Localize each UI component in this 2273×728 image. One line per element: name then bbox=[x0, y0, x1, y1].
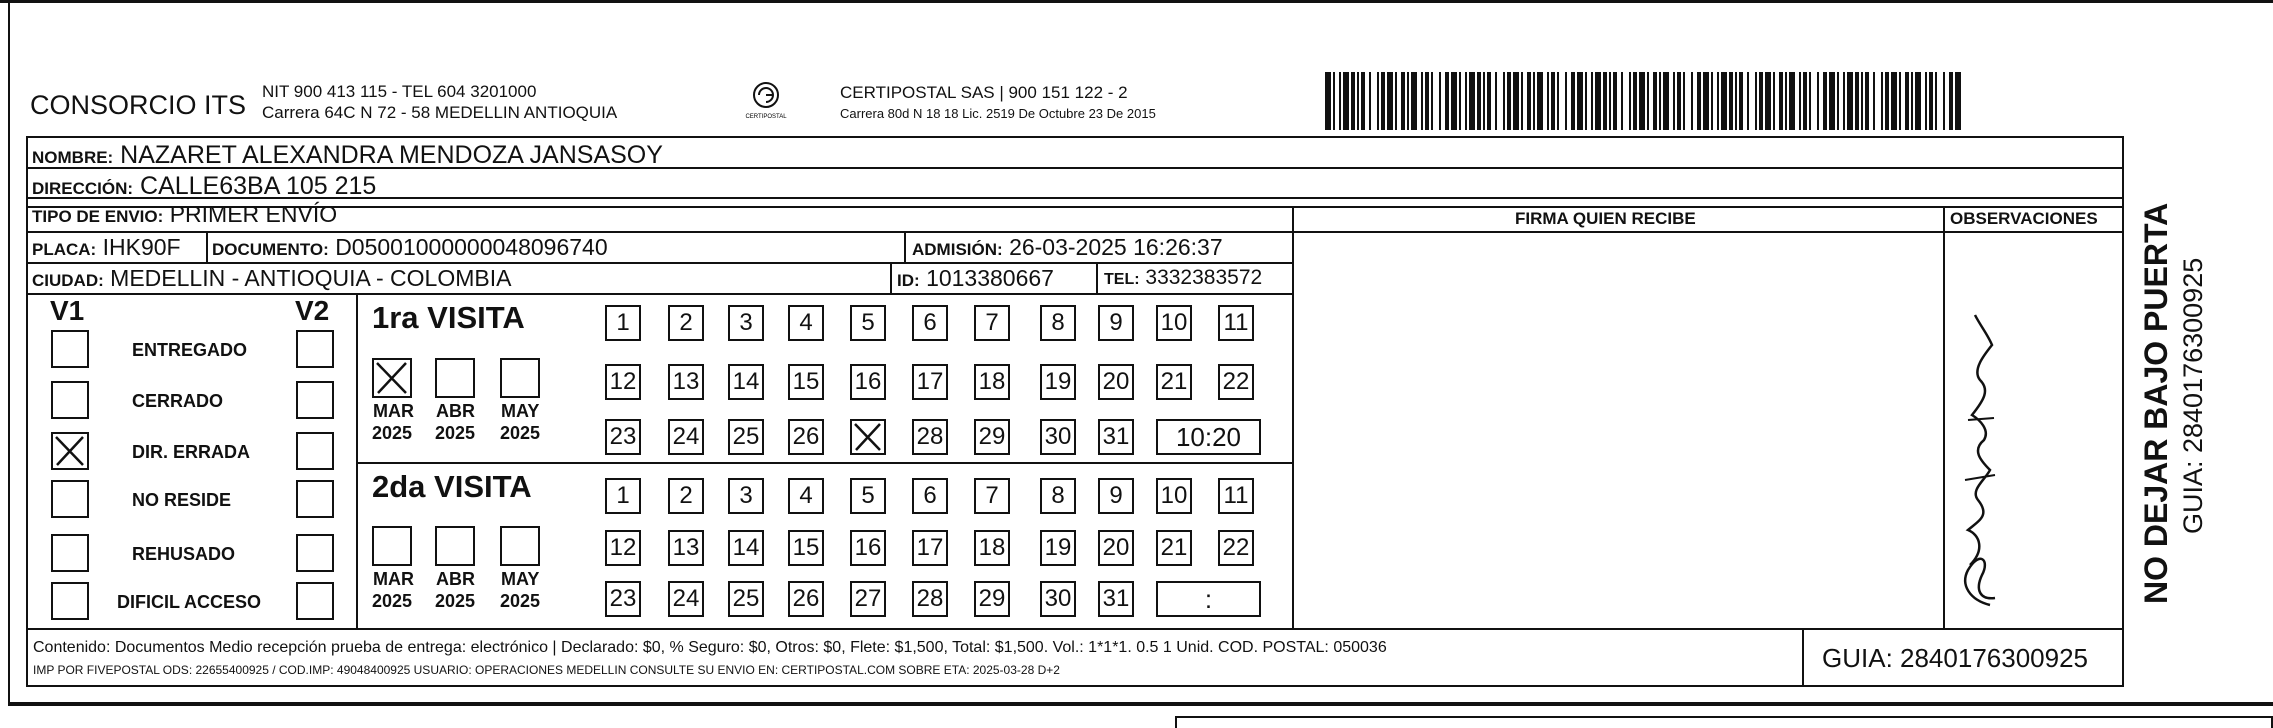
first-day-box[interactable]: 24 bbox=[668, 419, 704, 455]
barcode-bar bbox=[1885, 72, 1889, 130]
second-day-box[interactable]: 29 bbox=[974, 581, 1010, 617]
first-day-box[interactable]: 17 bbox=[912, 364, 948, 400]
first-year-label: 2025 bbox=[500, 423, 541, 443]
admision-field bbox=[912, 236, 1223, 259]
barcode-bar bbox=[1451, 72, 1457, 130]
tel-value: 3332383572 bbox=[1145, 266, 1263, 289]
v1-checkbox[interactable] bbox=[51, 534, 89, 572]
first-day-box[interactable]: 18 bbox=[974, 364, 1010, 400]
status-label: CERRADO bbox=[132, 391, 224, 411]
barcode-bar bbox=[1759, 72, 1763, 130]
direccion-field bbox=[32, 174, 376, 199]
barcode-bar bbox=[1351, 72, 1355, 130]
footer-contents-line: Contenido: Documentos Medio recepción prueba de entrega: electrónico | Declarado: $0, % Seguro: $0, Otros: $0, Flete: $1,500, Total: $1,500. Vol.: 1*1*1. 0.5 1 Unid. COD. POSTAL: 050036 bbox=[33, 639, 1387, 656]
barcode-bar bbox=[1803, 72, 1807, 130]
barcode-bar bbox=[1565, 72, 1567, 130]
barcode-bar bbox=[1647, 72, 1649, 130]
nombre-label: NOMBRE: bbox=[32, 148, 114, 167]
second-year-label: 2025 bbox=[372, 591, 413, 611]
direccion-label: DIRECCIÓN: bbox=[32, 179, 134, 198]
grid-line bbox=[26, 136, 28, 687]
status-label: DIR. ERRADA bbox=[132, 442, 251, 462]
v2-checkbox[interactable] bbox=[296, 582, 334, 620]
first-day-box[interactable]: 13 bbox=[668, 364, 704, 400]
second-day-box[interactable]: 7 bbox=[974, 478, 1010, 514]
next-label-edge bbox=[1175, 716, 2273, 728]
barcode-bar bbox=[1585, 72, 1587, 130]
status-label: DIFICIL ACCESO bbox=[117, 592, 262, 612]
first-day-box[interactable]: 23 bbox=[605, 419, 641, 455]
first-day-box[interactable]: 26 bbox=[788, 419, 824, 455]
firma-header: FIRMA QUIEN RECIBE bbox=[1515, 209, 1696, 228]
barcode-bar bbox=[1809, 72, 1811, 130]
second-day-box[interactable]: 2 bbox=[668, 478, 704, 514]
handwritten-signature bbox=[1950, 300, 2010, 620]
barcode-bar bbox=[1779, 72, 1783, 130]
second-day-box[interactable]: 27 bbox=[850, 581, 886, 617]
barcode-bar bbox=[1829, 72, 1835, 130]
barcode-bar bbox=[1603, 72, 1607, 130]
v2-checkbox[interactable] bbox=[296, 480, 334, 518]
barcode-bar bbox=[1837, 72, 1839, 130]
second-day-box[interactable]: 10 bbox=[1156, 478, 1192, 514]
barcode-bar bbox=[1765, 72, 1771, 130]
second-day-box[interactable]: 15 bbox=[788, 530, 824, 566]
barcode-bar bbox=[1711, 72, 1713, 130]
second-year-label: 2025 bbox=[500, 591, 541, 611]
barcode-bar bbox=[1465, 72, 1467, 130]
v2-checkbox[interactable] bbox=[296, 381, 334, 419]
barcode-bar bbox=[1325, 72, 1331, 130]
barcode-bar bbox=[1513, 72, 1519, 130]
first-day-box[interactable]: 14 bbox=[728, 364, 764, 400]
v1-header: V1 bbox=[50, 295, 85, 326]
barcode-bar bbox=[1339, 72, 1341, 130]
barcode-bar bbox=[1739, 72, 1743, 130]
first-month-checkbox[interactable] bbox=[435, 358, 475, 398]
company-nit: NIT 900 413 115 - TEL 604 3201000 bbox=[262, 82, 537, 101]
barcode-bar bbox=[1843, 72, 1845, 130]
second-day-box[interactable]: 18 bbox=[974, 530, 1010, 566]
second-month-label: ABR bbox=[436, 569, 475, 589]
barcode-bar bbox=[1949, 72, 1953, 130]
grid-line bbox=[356, 462, 1292, 464]
grid-line bbox=[26, 136, 2124, 138]
barcode-bar bbox=[1411, 72, 1417, 130]
second-month-checkbox[interactable] bbox=[500, 526, 540, 566]
barcode-bar bbox=[1629, 72, 1631, 130]
company-name: CONSORCIO ITS bbox=[30, 90, 247, 120]
barcode-bar bbox=[1551, 72, 1555, 130]
grid-line bbox=[1802, 628, 1804, 687]
observaciones-header: OBSERVACIONES bbox=[1950, 209, 2098, 228]
first-month-checkbox[interactable] bbox=[372, 358, 412, 398]
barcode-bar bbox=[1407, 72, 1409, 130]
id-field bbox=[897, 267, 1054, 290]
barcode-bar bbox=[1943, 72, 1945, 130]
first-day-box[interactable]: 21 bbox=[1156, 364, 1192, 400]
nombre-value: NAZARET ALEXANDRA MENDOZA JANSASOY bbox=[120, 141, 663, 169]
v1-checkbox[interactable] bbox=[51, 432, 89, 470]
barcode-bar bbox=[1595, 72, 1601, 130]
barcode-bar bbox=[1697, 72, 1701, 130]
barcode-bar bbox=[1677, 72, 1681, 130]
first-day-box[interactable]: 19 bbox=[1040, 364, 1076, 400]
second-day-box[interactable]: 4 bbox=[788, 478, 824, 514]
grid-line bbox=[356, 293, 358, 628]
second-day-box[interactable]: 5 bbox=[850, 478, 886, 514]
barcode-bar bbox=[1469, 72, 1475, 130]
v1-checkbox[interactable] bbox=[51, 381, 89, 419]
placa-field bbox=[32, 236, 181, 259]
barcode-bar bbox=[1571, 72, 1575, 130]
barcode-bar bbox=[1755, 72, 1757, 130]
barcode-bar bbox=[1691, 72, 1693, 130]
first-month-checkbox[interactable] bbox=[500, 358, 540, 398]
tel-field bbox=[1104, 267, 1262, 288]
footer-print-line: IMP POR FIVEPOSTAL ODS: 22655400925 / COD.IMP: 49048400925 USUARIO: OPERACIONES MEDELLIN CONSULTE SU ENVIO EN: CERTIPOSTAL.COM SOBRE ETA: 2025-03-28 D+2 bbox=[33, 663, 1060, 677]
barcode-bar bbox=[1577, 72, 1583, 130]
barcode-bar bbox=[1503, 72, 1505, 130]
second-day-box[interactable]: 20 bbox=[1098, 530, 1134, 566]
second-day-box[interactable]: 13 bbox=[668, 530, 704, 566]
second-day-box[interactable]: 31 bbox=[1098, 581, 1134, 617]
v2-checkbox[interactable] bbox=[296, 534, 334, 572]
barcode-bar bbox=[1621, 72, 1623, 130]
barcode-bar bbox=[1483, 72, 1485, 130]
barcode-bar bbox=[1439, 72, 1441, 130]
bottom-border bbox=[8, 702, 2273, 706]
first-day-box[interactable]: 6 bbox=[912, 305, 948, 341]
company-address: Carrera 64C N 72 - 58 MEDELLIN ANTIOQUIA bbox=[262, 103, 618, 122]
grid-line bbox=[2122, 136, 2124, 687]
first-day-box[interactable]: 11 bbox=[1218, 305, 1254, 341]
barcode-bar bbox=[1421, 72, 1423, 130]
barcode-bar bbox=[1929, 72, 1933, 130]
barcode-bar bbox=[1527, 72, 1531, 130]
barcode-bar bbox=[1537, 72, 1543, 130]
first-month-label: MAR bbox=[373, 401, 414, 421]
first-year-label: 2025 bbox=[435, 423, 476, 443]
second-time-box[interactable]: : bbox=[1156, 581, 1261, 617]
documento-field bbox=[212, 236, 608, 259]
first-day-box[interactable]: 12 bbox=[605, 364, 641, 400]
first-day-box[interactable]: 15 bbox=[788, 364, 824, 400]
barcode-bar bbox=[1891, 72, 1897, 130]
second-day-box[interactable]: 22 bbox=[1218, 530, 1254, 566]
barcode-bar bbox=[1633, 72, 1637, 130]
second-month-checkbox[interactable] bbox=[435, 526, 475, 566]
second-day-box[interactable]: 3 bbox=[728, 478, 764, 514]
barcode-bar bbox=[1721, 72, 1727, 130]
barcode-bar bbox=[1333, 72, 1335, 130]
tipo-envio-value: PRIMER ENVÍO bbox=[169, 201, 338, 227]
second-year-label: 2025 bbox=[435, 591, 476, 611]
first-day-box[interactable]: 5 bbox=[850, 305, 886, 341]
first-day-box[interactable]: 31 bbox=[1098, 419, 1134, 455]
admision-value: 26-03-2025 16:26:37 bbox=[1009, 234, 1223, 260]
barcode-bar bbox=[1487, 72, 1491, 130]
svg-text:CERTIPOSTAL: CERTIPOSTAL bbox=[745, 114, 787, 120]
barcode-bar bbox=[1735, 72, 1737, 130]
id-label: ID: bbox=[897, 271, 920, 290]
second-day-box[interactable]: 30 bbox=[1040, 581, 1076, 617]
v2-header: V2 bbox=[295, 295, 330, 326]
second-day-box[interactable]: 23 bbox=[605, 581, 641, 617]
second-day-box[interactable]: 12 bbox=[605, 530, 641, 566]
admision-label: ADMISIÓN: bbox=[912, 240, 1003, 259]
barcode-bar bbox=[1425, 72, 1429, 130]
first-day-box[interactable] bbox=[850, 419, 886, 455]
first-day-box[interactable]: 1 bbox=[605, 305, 641, 341]
v1-checkbox[interactable] bbox=[51, 480, 89, 518]
second-day-box[interactable]: 25 bbox=[728, 581, 764, 617]
barcode-bar bbox=[1915, 72, 1921, 130]
documento-label: DOCUMENTO: bbox=[212, 240, 329, 259]
courier-address: Carrera 80d N 18 18 Lic. 2519 De Octubre 23 De 2015 bbox=[840, 106, 1156, 121]
barcode-bar bbox=[1911, 72, 1913, 130]
status-label: REHUSADO bbox=[132, 544, 236, 564]
barcode-bar bbox=[1533, 72, 1535, 130]
first-day-box[interactable]: 29 bbox=[974, 419, 1010, 455]
barcode-bar bbox=[1495, 72, 1497, 130]
barcode-bar bbox=[1431, 72, 1433, 130]
nombre-field bbox=[32, 143, 663, 168]
barcode-bar bbox=[1659, 72, 1661, 130]
footer-guia: GUIA: 2840176300925 bbox=[1822, 643, 2088, 673]
grid-line bbox=[904, 231, 906, 262]
second-month-label: MAR bbox=[373, 569, 414, 589]
barcode-bar bbox=[1381, 72, 1385, 130]
first-day-box[interactable]: 22 bbox=[1218, 364, 1254, 400]
second-day-box[interactable]: 24 bbox=[668, 581, 704, 617]
barcode-bar bbox=[1369, 72, 1371, 130]
barcode-bar bbox=[1855, 72, 1859, 130]
barcode-bar bbox=[1521, 72, 1523, 130]
grid-line bbox=[26, 206, 2124, 208]
barcode-bar bbox=[1445, 72, 1449, 130]
placa-value: IHK90F bbox=[102, 234, 181, 260]
barcode-bar bbox=[1507, 72, 1511, 130]
barcode-bar bbox=[1653, 72, 1657, 130]
ciudad-field bbox=[32, 267, 511, 290]
second-day-box[interactable]: 16 bbox=[850, 530, 886, 566]
second-month-checkbox[interactable] bbox=[372, 526, 412, 566]
grid-line bbox=[26, 262, 1294, 264]
v1-checkbox[interactable] bbox=[51, 582, 89, 620]
ciudad-label: CIUDAD: bbox=[32, 271, 104, 290]
grid-line bbox=[26, 231, 2124, 233]
side-guia: GUIA: 2840176300925 bbox=[2178, 257, 2208, 534]
barcode-bar bbox=[1557, 72, 1559, 130]
first-day-box[interactable]: 10 bbox=[1156, 305, 1192, 341]
v2-checkbox[interactable] bbox=[296, 432, 334, 470]
barcode-bar bbox=[1357, 72, 1359, 130]
barcode-bar bbox=[1717, 72, 1719, 130]
first-day-box[interactable]: 3 bbox=[728, 305, 764, 341]
grid-line bbox=[1943, 206, 1945, 630]
grid-line bbox=[26, 628, 2124, 630]
barcode-bar bbox=[1477, 72, 1481, 130]
barcode-bar bbox=[1865, 72, 1869, 130]
second-day-box[interactable]: 9 bbox=[1098, 478, 1134, 514]
barcode-bar bbox=[1591, 72, 1593, 130]
tel-label: TEL: bbox=[1104, 271, 1140, 288]
first-month-label: MAY bbox=[501, 401, 540, 421]
direccion-value: CALLE63BA 105 215 bbox=[140, 172, 377, 200]
first-day-box[interactable]: 8 bbox=[1040, 305, 1076, 341]
grid-line bbox=[206, 231, 208, 262]
second-day-box[interactable]: 19 bbox=[1040, 530, 1076, 566]
barcode-bar bbox=[1377, 72, 1379, 130]
first-day-box[interactable]: 7 bbox=[974, 305, 1010, 341]
barcode-bar bbox=[1905, 72, 1909, 130]
second-day-box[interactable]: 21 bbox=[1156, 530, 1192, 566]
barcode-bar bbox=[1823, 72, 1827, 130]
first-day-box[interactable]: 28 bbox=[912, 419, 948, 455]
first-month-label: ABR bbox=[436, 401, 475, 421]
barcode-bar bbox=[1899, 72, 1901, 130]
first-day-box[interactable]: 16 bbox=[850, 364, 886, 400]
placa-label: PLACA: bbox=[32, 240, 97, 259]
barcode-bar bbox=[1925, 72, 1927, 130]
barcode-bar bbox=[1817, 72, 1819, 130]
barcode-bar bbox=[1343, 72, 1349, 130]
second-visit-title: 2da VISITA bbox=[372, 469, 532, 504]
tipo-envio-label: TIPO DE ENVIO: bbox=[32, 207, 164, 226]
barcode bbox=[1325, 72, 1965, 130]
barcode-bar bbox=[1747, 72, 1749, 130]
second-day-box[interactable]: 26 bbox=[788, 581, 824, 617]
status-label: ENTREGADO bbox=[132, 340, 248, 360]
ciudad-value: MEDELLIN - ANTIOQUIA - COLOMBIA bbox=[110, 265, 512, 291]
second-day-box[interactable]: 11 bbox=[1218, 478, 1254, 514]
first-visit-title: 1ra VISITA bbox=[372, 300, 525, 335]
second-month-label: MAY bbox=[501, 569, 540, 589]
barcode-bar bbox=[1547, 72, 1549, 130]
first-day-box[interactable]: 2 bbox=[668, 305, 704, 341]
tipo-envio-field bbox=[32, 203, 337, 226]
barcode-bar bbox=[1785, 72, 1787, 130]
barcode-bar bbox=[1789, 72, 1795, 130]
second-day-box[interactable]: 14 bbox=[728, 530, 764, 566]
barcode-bar bbox=[1401, 72, 1405, 130]
barcode-bar bbox=[1613, 72, 1617, 130]
barcode-bar bbox=[1935, 72, 1937, 130]
status-label: NO RESIDE bbox=[132, 490, 232, 510]
barcode-bar bbox=[1609, 72, 1611, 130]
top-border bbox=[0, 0, 2273, 3]
first-day-box[interactable]: 20 bbox=[1098, 364, 1134, 400]
grid-line bbox=[26, 293, 1294, 295]
barcode-bar bbox=[1799, 72, 1801, 130]
second-day-box[interactable]: 28 bbox=[912, 581, 948, 617]
first-time-box[interactable]: 10:20 bbox=[1156, 419, 1261, 455]
courier-name: CERTIPOSTAL SAS | 900 151 122 - 2 bbox=[840, 83, 1128, 102]
v2-checkbox[interactable] bbox=[296, 330, 334, 368]
barcode-bar bbox=[1387, 72, 1393, 130]
second-day-box[interactable]: 8 bbox=[1040, 478, 1076, 514]
barcode-bar bbox=[1639, 72, 1645, 130]
barcode-bar bbox=[1673, 72, 1675, 130]
first-year-label: 2025 bbox=[372, 423, 413, 443]
grid-line bbox=[1096, 262, 1098, 293]
grid-line bbox=[1292, 206, 1294, 630]
barcode-bar bbox=[1955, 72, 1961, 130]
barcode-bar bbox=[1847, 72, 1853, 130]
second-day-box[interactable]: 1 bbox=[605, 478, 641, 514]
grid-line bbox=[26, 685, 2124, 687]
first-day-box[interactable]: 25 bbox=[728, 419, 764, 455]
id-value: 1013380667 bbox=[926, 265, 1054, 291]
left-border bbox=[8, 0, 10, 706]
barcode-bar bbox=[1861, 72, 1863, 130]
barcode-bar bbox=[1873, 72, 1875, 130]
barcode-bar bbox=[1683, 72, 1685, 130]
barcode-bar bbox=[1663, 72, 1669, 130]
v1-checkbox[interactable] bbox=[51, 330, 89, 368]
barcode-bar bbox=[1773, 72, 1775, 130]
barcode-bar bbox=[1361, 72, 1365, 130]
barcode-bar bbox=[1703, 72, 1709, 130]
documento-value: D05001000000048096740 bbox=[335, 234, 608, 260]
barcode-bar bbox=[1459, 72, 1461, 130]
first-day-box[interactable]: 4 bbox=[788, 305, 824, 341]
second-day-box[interactable]: 6 bbox=[912, 478, 948, 514]
barcode-bar bbox=[1729, 72, 1733, 130]
side-warning: NO DEJAR BAJO PUERTA bbox=[2138, 202, 2174, 604]
certipostal-logo bbox=[736, 78, 796, 128]
grid-line bbox=[890, 262, 892, 293]
first-day-box[interactable]: 9 bbox=[1098, 305, 1134, 341]
barcode-bar bbox=[1395, 72, 1397, 130]
first-day-box[interactable]: 30 bbox=[1040, 419, 1076, 455]
barcode-bar bbox=[1881, 72, 1883, 130]
second-day-box[interactable]: 17 bbox=[912, 530, 948, 566]
